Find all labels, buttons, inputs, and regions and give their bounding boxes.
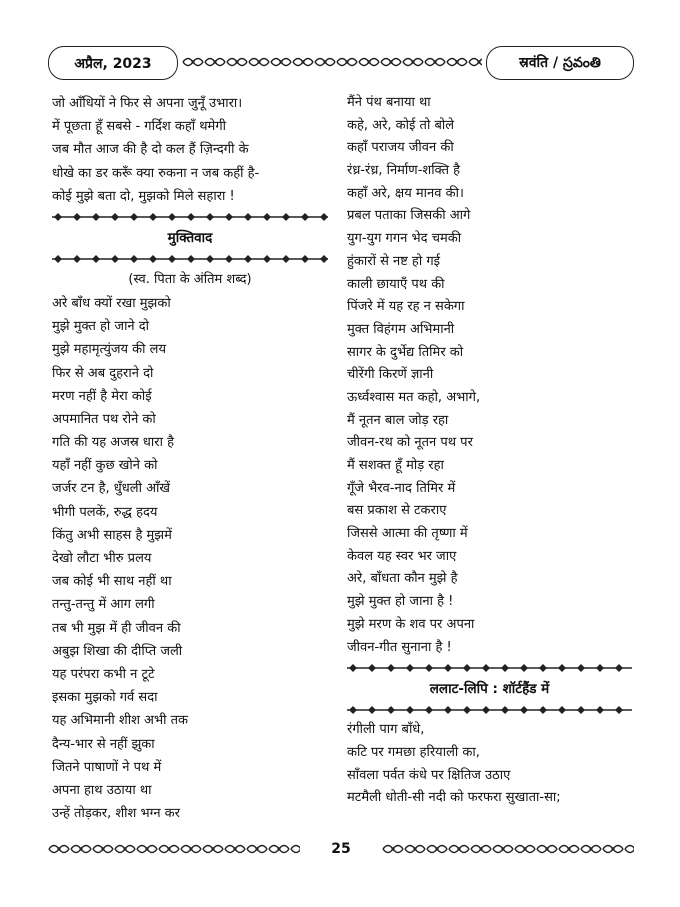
poem-line: अरे बाँध क्यों रखा मुझको (52, 295, 171, 311)
page-number: 25 (331, 841, 351, 857)
poem-line: मुक्त विहंगम अभिमानी (347, 321, 455, 337)
poem-line: युग-युग गगन भेद चमकी (347, 231, 462, 247)
poem-line: दैन्य-भार से नहीं झुका (52, 736, 155, 752)
poem-line: कटि पर गमछा हरियाली का, (347, 744, 480, 760)
poem-line: किंतु अभी साहस है मुझमें (52, 527, 172, 543)
poem-line: मैं सशक्त हूँ मोड़ रहा (347, 458, 444, 473)
poem-line: जर्जर टन है, धुँधली आँखें (52, 481, 171, 497)
ornamental-band-top (182, 54, 482, 70)
diamond-rule-icon (52, 254, 328, 264)
poem-line: गूँजे भैरव-नाद तिमिर में (347, 480, 456, 496)
poem-line: मुझे मुक्त हो जाना है ! (347, 594, 454, 610)
poem-line: जिससे आत्मा की तृष्णा में (347, 526, 468, 542)
poem-line: धोखे का डर करूँ क्या रुकना न जब कहीं है- (52, 165, 260, 181)
diamond-rule-icon (347, 663, 632, 673)
poem-line: कहाँ पराजय जीवन की (347, 140, 454, 156)
poem-line: हुंकारों से नष्ट हो गई (347, 253, 441, 269)
poem-line: कहे, अरे, कोई तो बोले (347, 117, 455, 133)
right-column (347, 92, 632, 810)
ornament-pattern-icon (382, 841, 634, 857)
poem-line: पिंजरे में यह रह न सकेगा (347, 299, 465, 315)
poem-line: कहाँ अरे, क्षय मानव की। (347, 185, 464, 201)
section-divider (347, 663, 632, 673)
poem-line: तब भी मुझ में ही जीवन की (52, 620, 181, 636)
poem-line: मरण नहीं है मेरा कोई (52, 388, 152, 404)
poem-line: फिर से अब दुहराने दो (52, 365, 154, 381)
poem-line: ऊर्ध्वश्वास मत कहो, अभागे, (347, 389, 481, 405)
poem-line: इसका मुझको गर्व सदा (52, 690, 158, 706)
poem-line: रंध्र-रंध्र, निर्माण-शक्ति है (347, 163, 461, 179)
poem-line: जो आँधियों ने फिर से अपना जुनूँ उभारा। (52, 96, 243, 111)
section-divider (52, 212, 328, 222)
poem-line: देखो लौटा भीरु प्रलय (52, 551, 152, 566)
poem-stanza (52, 292, 328, 825)
ornamental-band-bottom-left (48, 841, 300, 857)
diamond-rule-icon (52, 212, 328, 222)
poem-line: साँवला पर्वत कंधे पर क्षितिज उठाए (347, 767, 511, 783)
poem-line: मैं नूतन बाल जोड़ रहा (347, 412, 449, 428)
section-divider (52, 254, 328, 264)
intro-stanza (52, 92, 328, 208)
poem-title: मुक्तिवाद (167, 229, 213, 246)
poem-line: अबुझ शिखा की दीप्ति जली (52, 643, 183, 659)
poem-line: मुझे मरण के शव पर अपना (347, 616, 475, 632)
poem-line: प्रबल पताका जिसकी आगे (347, 208, 471, 224)
poem-line: मैंने पंथ बनाया था (347, 95, 431, 110)
section-divider (347, 705, 632, 715)
left-column (52, 92, 328, 825)
poem-subtitle: (स्व. पिता के अंतिम शब्द) (128, 271, 252, 287)
poem-line: अपमानित पथ रोने को (52, 411, 156, 427)
poem-line: यहाँ नहीं कुछ खोने को (52, 458, 158, 474)
poem-line: अपना हाथ उठाया था (52, 782, 152, 798)
poem-line: रंगीली पाग बाँधे, (347, 722, 425, 738)
poem-line: यह अभिमानी शीश अभी तक (52, 713, 189, 729)
poem-line: उन्हें तोड़कर, शीश भग्न कर (52, 806, 180, 822)
magazine-name: स्रवंति / స్రవంతి (486, 46, 634, 80)
poem-line: जीवन-गीत सुनाना है ! (347, 639, 452, 655)
poem-stanza-continued (347, 92, 632, 659)
poem-line: चीरेंगी किरणें ज्ञानी (347, 367, 434, 383)
poem-line: भीगी पलकें, रुद्ध हदय (52, 504, 158, 520)
ornament-pattern-icon (48, 841, 300, 857)
second-poem-title: ललाट-लिपि : शॉर्टहैंड में (429, 681, 550, 698)
poem-line: जितने पाषाणों ने पथ में (52, 759, 162, 775)
poem-line: मटमैली धोती-सी नदी को फरफरा सुखाता-सा; (347, 790, 561, 806)
poem-line: मुझे मुक्त हो जाने दो (52, 319, 150, 335)
page-header (48, 46, 634, 80)
diamond-rule-icon (347, 705, 632, 715)
poem-line: काली छायाएँ पथ की (347, 276, 445, 292)
poem-line: जीवन-रथ को नूतन पथ पर (347, 435, 473, 451)
poem-line: सागर के दुर्भेद्य तिमिर को (347, 344, 464, 360)
poem-line: मुझे महामृत्युंजय की लय (52, 342, 167, 358)
poem-line: कोई मुझे बता दो, मुझको मिले सहारा ! (52, 188, 235, 204)
poem-line: यह परंपरा कभी न टूटे (52, 666, 155, 682)
poem-line: बस प्रकाश से टकराए (347, 503, 447, 519)
poem-line: जब मौत आज की है दो कल हैं ज़िन्दगी के (52, 142, 249, 158)
poem-line: में पूछता हूँ सबसे - गर्दिश कहाँ थमेगी (52, 119, 227, 135)
poem-line: गति की यह अजस्र धारा है (52, 435, 174, 451)
poem-line: अरे, बाँधता कौन मुझे है (347, 571, 458, 587)
issue-date: अप्रैल, 2023 (48, 46, 178, 80)
ornament-pattern-icon (182, 54, 482, 70)
page-footer (48, 834, 634, 864)
ornamental-band-bottom-right (382, 841, 634, 857)
poem-line: केवल यह स्वर भर जाए (347, 548, 457, 564)
poem-line: जब कोई भी साथ नहीं था (52, 574, 172, 590)
poem-line: तन्तु-तन्तु में आग लगी (52, 597, 155, 613)
second-poem-stanza (347, 719, 632, 810)
